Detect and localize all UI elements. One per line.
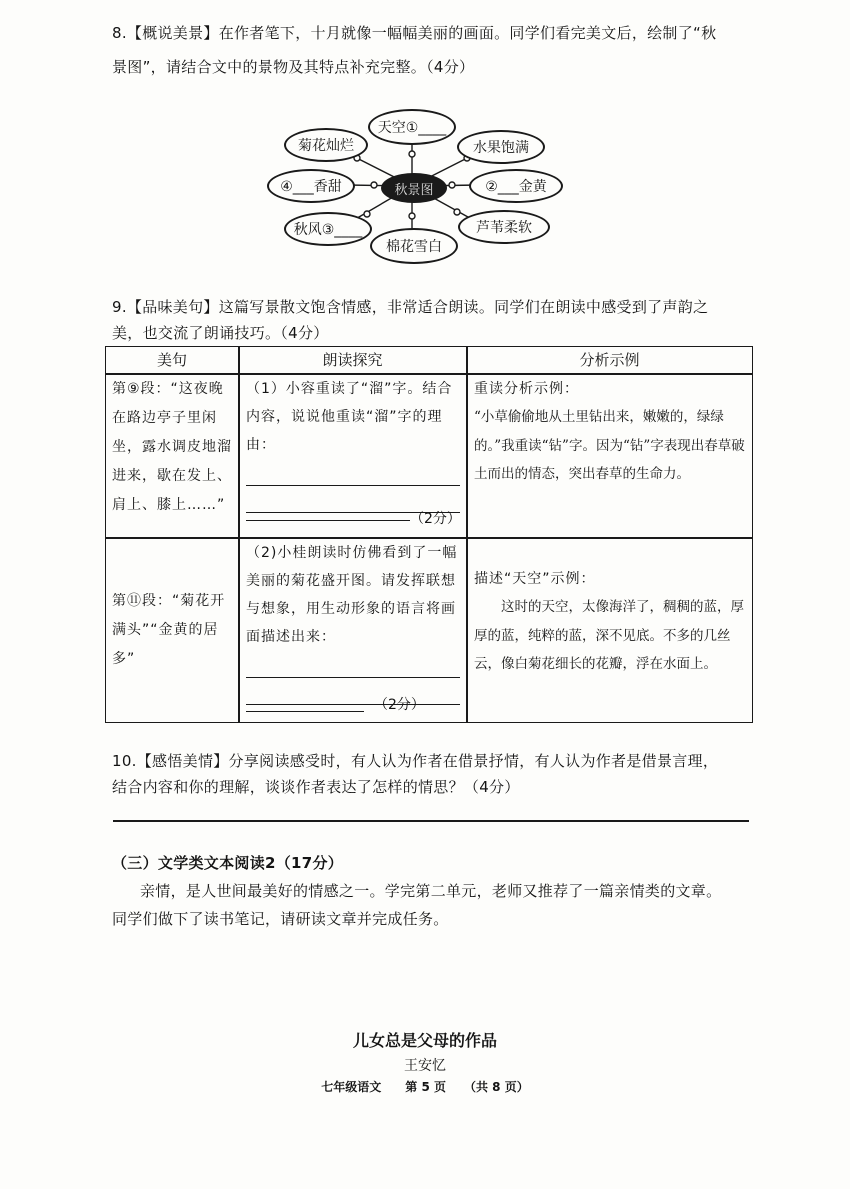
row1-sentence: 第⑨段：“这夜晚在路边亭子里闲坐，露水调皮地溜进来，歇在发上、肩上、膝上……” — [112, 381, 232, 513]
node-fragrance: ④___香甜 — [267, 169, 355, 203]
q9-line1: 9.【品味美句】这篇写景散文饱含情感，非常适合朗读。同学们在朗读中感受到了声韵之 — [112, 298, 709, 316]
row2-answer-line-3[interactable] — [246, 711, 364, 712]
node-autumn-wind: 秋风③____ — [284, 212, 372, 246]
q8-line1: 8.【概说美景】在作者笔下，十月就像一幅幅美丽的画面。同学们看完美文后，绘制了“秋 — [112, 24, 717, 42]
row2-sentence: 第⑪段：“菊花开满头”“金黄的居多” — [112, 593, 226, 667]
q10-line2: 结合内容和你的理解，谈谈作者表达了怎样的情思？（4分） — [112, 778, 520, 796]
page-footer: 七年级语文 第 5 页 （共 8 页） — [321, 1080, 529, 1094]
header-reading: 朗读探究 — [322, 351, 383, 369]
row1-answer-line-1[interactable] — [246, 465, 460, 486]
center-node: 秋景图 — [381, 173, 447, 203]
q9-line2: 美，也交流了朗诵技巧。（4分） — [112, 324, 329, 342]
row2-task: （2)小桂朗读时仿佛看到了一幅美丽的菊花盛开图。请发挥联想与想象，用生动形象的语言将画面描述出来： — [246, 545, 458, 645]
row2-answer-line-1[interactable] — [246, 657, 460, 678]
row1-example-title: 重读分析示例： — [474, 381, 579, 397]
section3-line2: 同学们做下了读书笔记，请研读文章并完成任务。 — [112, 910, 449, 928]
section3-heading: （三）文学类文本阅读2（17分） — [112, 854, 344, 872]
node-chrysanthemum: 菊花灿烂 — [284, 128, 368, 162]
row2-answer-line-2[interactable] — [246, 684, 460, 705]
article-title: 儿女总是父母的作品 — [352, 1031, 497, 1050]
row2-example-body: 这时的天空，太像海洋了，稠稠的蓝，厚厚的蓝，纯粹的蓝，深不见底。不多的几丝云，像白菊花细长的花瓣，浮在水面上。 — [474, 599, 744, 672]
row2-task-cell — [246, 539, 460, 705]
row1-task-cell — [246, 375, 460, 513]
node-reed: 芦苇柔软 — [458, 210, 550, 244]
row2-score: （2分） — [374, 697, 425, 713]
q10-line1: 10.【感悟美情】分享阅读感受时，有人认为作者在借景抒情，有人认为作者是借景言理， — [112, 752, 719, 770]
row2-example-title: 描述“天空”示例： — [474, 571, 596, 587]
header-analysis: 分析示例 — [579, 351, 640, 369]
node-cotton: 棉花雪白 — [370, 228, 458, 264]
row1-example-body: “小草偷偷地从土里钻出来，嫩嫩的，绿绿的。”我重读“钻”字。因为“钻”字表现出春草破土而出的情态，突出春草的生命力。 — [474, 409, 745, 482]
article-author: 王安忆 — [404, 1058, 446, 1074]
row1-task: （1）小容重读了“溜”字。结合内容，说说他重读“溜”字的理由： — [246, 381, 453, 453]
row1-example-cell — [474, 375, 746, 489]
row1-answer-line-3[interactable] — [246, 520, 410, 521]
row2-example-cell — [474, 565, 746, 679]
autumn-mind-map — [262, 106, 562, 266]
node-golden: ②___金黄 — [469, 169, 563, 203]
q8-line2: 景图”，请结合文中的景物及其特点补充完整。（4分） — [112, 58, 475, 76]
section3-line1: 亲情，是人世间最美好的情感之一。学完第二单元，老师又推荐了一篇亲情类的文章。 — [140, 882, 722, 900]
node-fruit: 水果饱满 — [457, 130, 545, 164]
q10-answer-line[interactable] — [113, 820, 749, 822]
node-sky: 天空①____ — [368, 109, 456, 145]
row1-score: （2分） — [410, 511, 461, 527]
reading-table — [105, 346, 753, 723]
header-sentence: 美句 — [156, 351, 187, 369]
